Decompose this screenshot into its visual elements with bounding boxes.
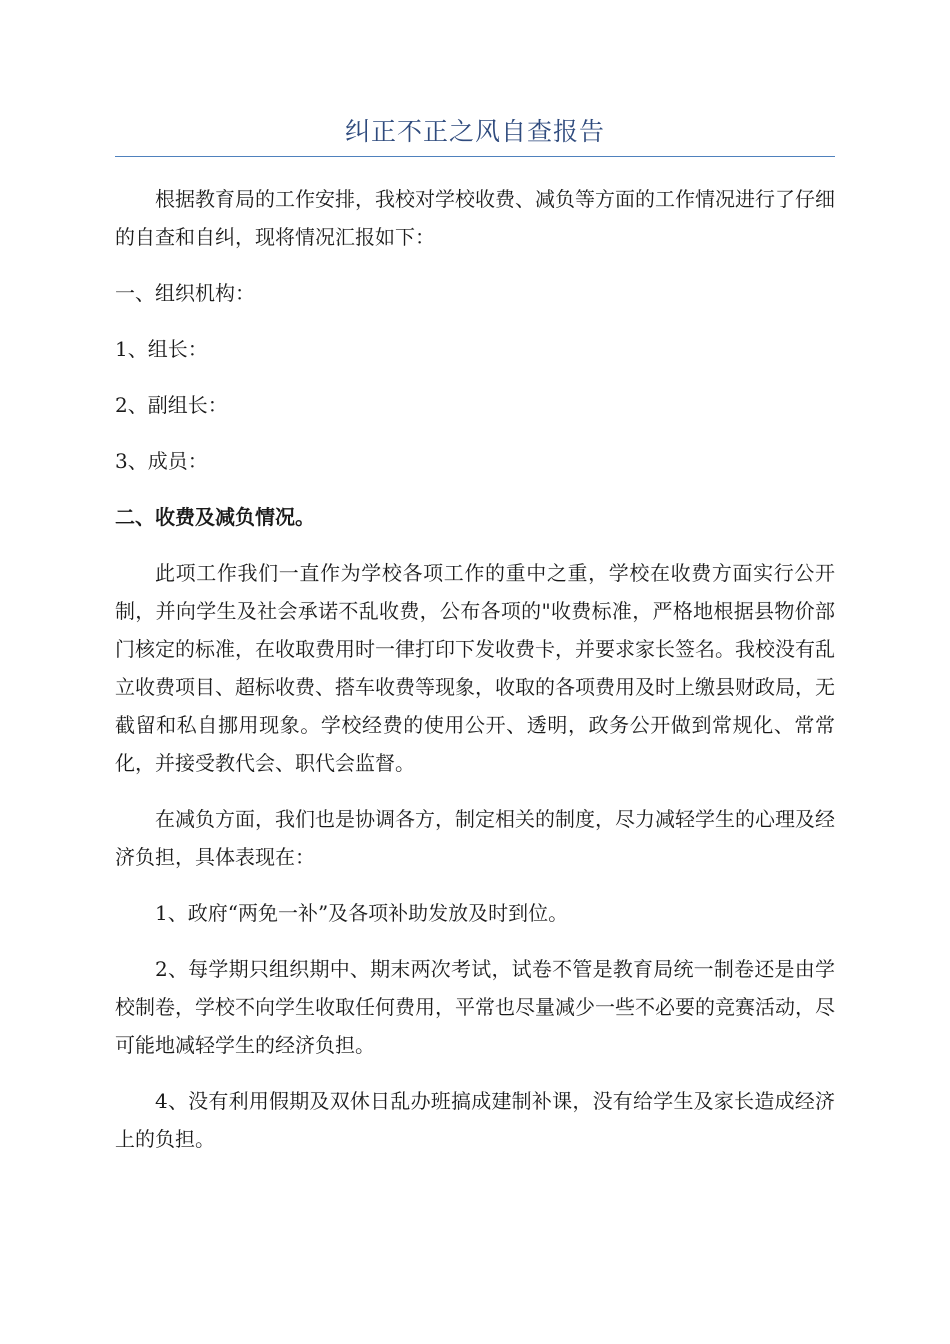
- burden-paragraph: 在减负方面，我们也是协调各方，制定相关的制度，尽力减轻学生的心理及经济负担，具体表现在：: [115, 807, 835, 869]
- title-block: [115, 112, 835, 157]
- list-item-point-4: 4、没有利用假期及双休日乱办班搞成建制补课，没有给学生及家长造成经济上的负担。: [115, 1089, 835, 1151]
- section-heading-fees-burden: 二、收费及减负情况。: [115, 505, 315, 529]
- document-title: 纠正不正之风自查报告: [344, 117, 605, 146]
- list-item-leader: 1、组长：: [115, 337, 208, 361]
- list-item-deputy-leader: 2、副组长：: [115, 393, 228, 417]
- section-heading-organization: 一、组织机构：: [115, 281, 255, 305]
- list-item-point-1: 1、政府“两免一补”及各项补助发放及时到位。: [155, 901, 569, 925]
- list-item-point-2: 2、每学期只组织期中、期末两次考试，试卷不管是教育局统一制卷还是由学校制卷，学校不向学生收取任何费用，平常也尽量减少一些不必要的竞赛活动，尽可能地减轻学生的经济负担。: [115, 957, 835, 1057]
- list-item-members: 3、成员：: [115, 449, 208, 473]
- fees-paragraph: 此项工作我们一直作为学校各项工作的重中之重，学校在收费方面实行公开制，并向学生及社会承诺不乱收费，公布各项的"收费标准，严格地根据县物价部门核定的标准，在收取费用时一律打印下发收费卡，并要求家长签名。我校没有乱立收费项目、超标收费、搭车收费等现象，收取的各项费用及时上缴县财政局，无截留和私自挪用现象。学校经费的使用公开、透明，政务公开做到常规化、常常化，并接受教代会、职代会监督。: [115, 561, 835, 775]
- document-body: [115, 180, 835, 1158]
- intro-paragraph: 根据教育局的工作安排，我校对学校收费、减负等方面的工作情况进行了仔细的自查和自纠，现将情况汇报如下：: [115, 187, 835, 249]
